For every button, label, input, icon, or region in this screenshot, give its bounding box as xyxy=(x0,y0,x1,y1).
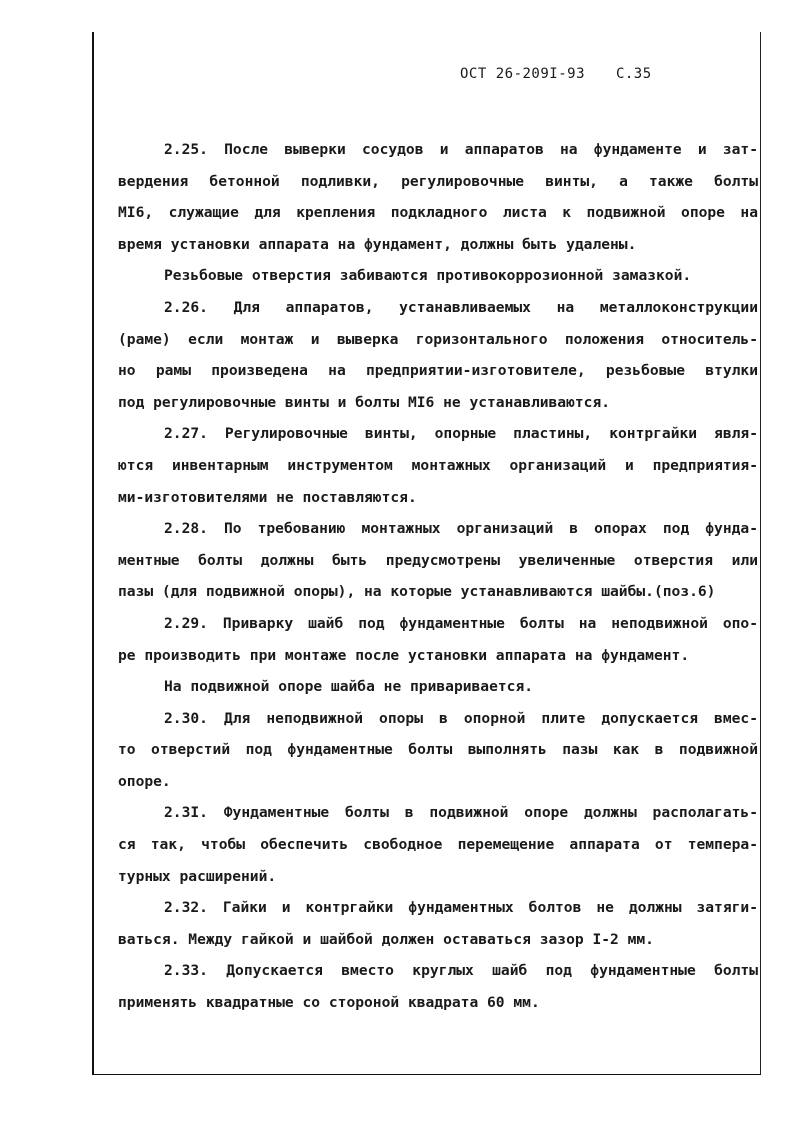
text-line: 2.27. Регулировочные винты, опорные пластины, контргайки явля- xyxy=(164,425,758,443)
text-line: 2.26. Для аппаратов, устанавливаемых на металлоконструкции xyxy=(164,298,758,316)
text-line: ре производить при монтаже после установки аппарата на фундамент. xyxy=(118,646,690,664)
text-line: 2.29. Приварку шайб под фундаментные болты на неподвижной опо- xyxy=(164,614,758,632)
text-line: 2.28. По требованию монтажных организаций в опорах под фунда- xyxy=(164,520,758,538)
text-line: Резьбовые отверстия забиваются противокоррозионной замазкой. xyxy=(164,267,692,285)
text-line: применять квадратные со стороной квадрата 60 мм. xyxy=(118,994,540,1012)
text-line: 2.25. После выверки сосудов и аппаратов на фундаменте и зат- xyxy=(164,141,758,158)
page-number: С.35 xyxy=(615,66,652,82)
text-line: ментные болты должны быть предусмотрены увеличенные отверстия или xyxy=(118,551,758,569)
text-line: но рамы произведена на предприятии-изготовителе, резьбовые втулки xyxy=(118,362,758,380)
text-line: опоре. xyxy=(118,772,171,790)
text-line: ваться. Между гайкой и шайбой должен оставаться зазор I-2 мм. xyxy=(118,930,654,948)
text-line: под регулировочные винты и болты МI6 не устанавливаются. xyxy=(118,393,611,411)
text-line: вердения бетонной подливки, регулировочные винты, а также болты xyxy=(118,172,758,190)
text-line: 2.33. Допускается вместо круглых шайб под фундаментные болты xyxy=(164,962,758,980)
text-line: пазы (для подвижной опоры), на которые устанавливаются шайбы.(поз.6) xyxy=(118,583,716,601)
text-line: ся так, чтобы обеспечить свободное перемещение аппарата от темпера- xyxy=(118,836,758,854)
text-line: 2.3I. Фундаментные болты в подвижной опоре должны располагать- xyxy=(164,804,758,822)
text-line: 2.30. Для неподвижной опоры в опорной плите допускается вмес- xyxy=(164,709,758,727)
text-line: турных расширений. xyxy=(118,867,277,885)
document-body xyxy=(118,134,758,1019)
text-line: На подвижной опоре шайба не приваривается. xyxy=(164,678,534,696)
text-line: ются инвентарным инструментом монтажных организаций и предприятия- xyxy=(118,456,758,474)
text-line: время установки аппарата на фундамент, должны быть удалены. xyxy=(118,235,637,253)
document-code: ОСТ 26-209I-93 xyxy=(460,66,586,82)
text-line: (раме) если монтаж и выверка горизонтального положения относитель- xyxy=(118,330,758,348)
text-line: ми-изготовителями не поставляются. xyxy=(118,488,417,506)
text-line: то отверстий под фундаментные болты выполнять пазы как в подвижной xyxy=(118,741,758,759)
text-line: 2.32. Гайки и контргайки фундаментных болтов не должны затяги- xyxy=(164,899,758,917)
page-header xyxy=(460,66,652,82)
text-line: МI6, служащие для крепления подкладного листа к подвижной опоре на xyxy=(118,204,758,222)
